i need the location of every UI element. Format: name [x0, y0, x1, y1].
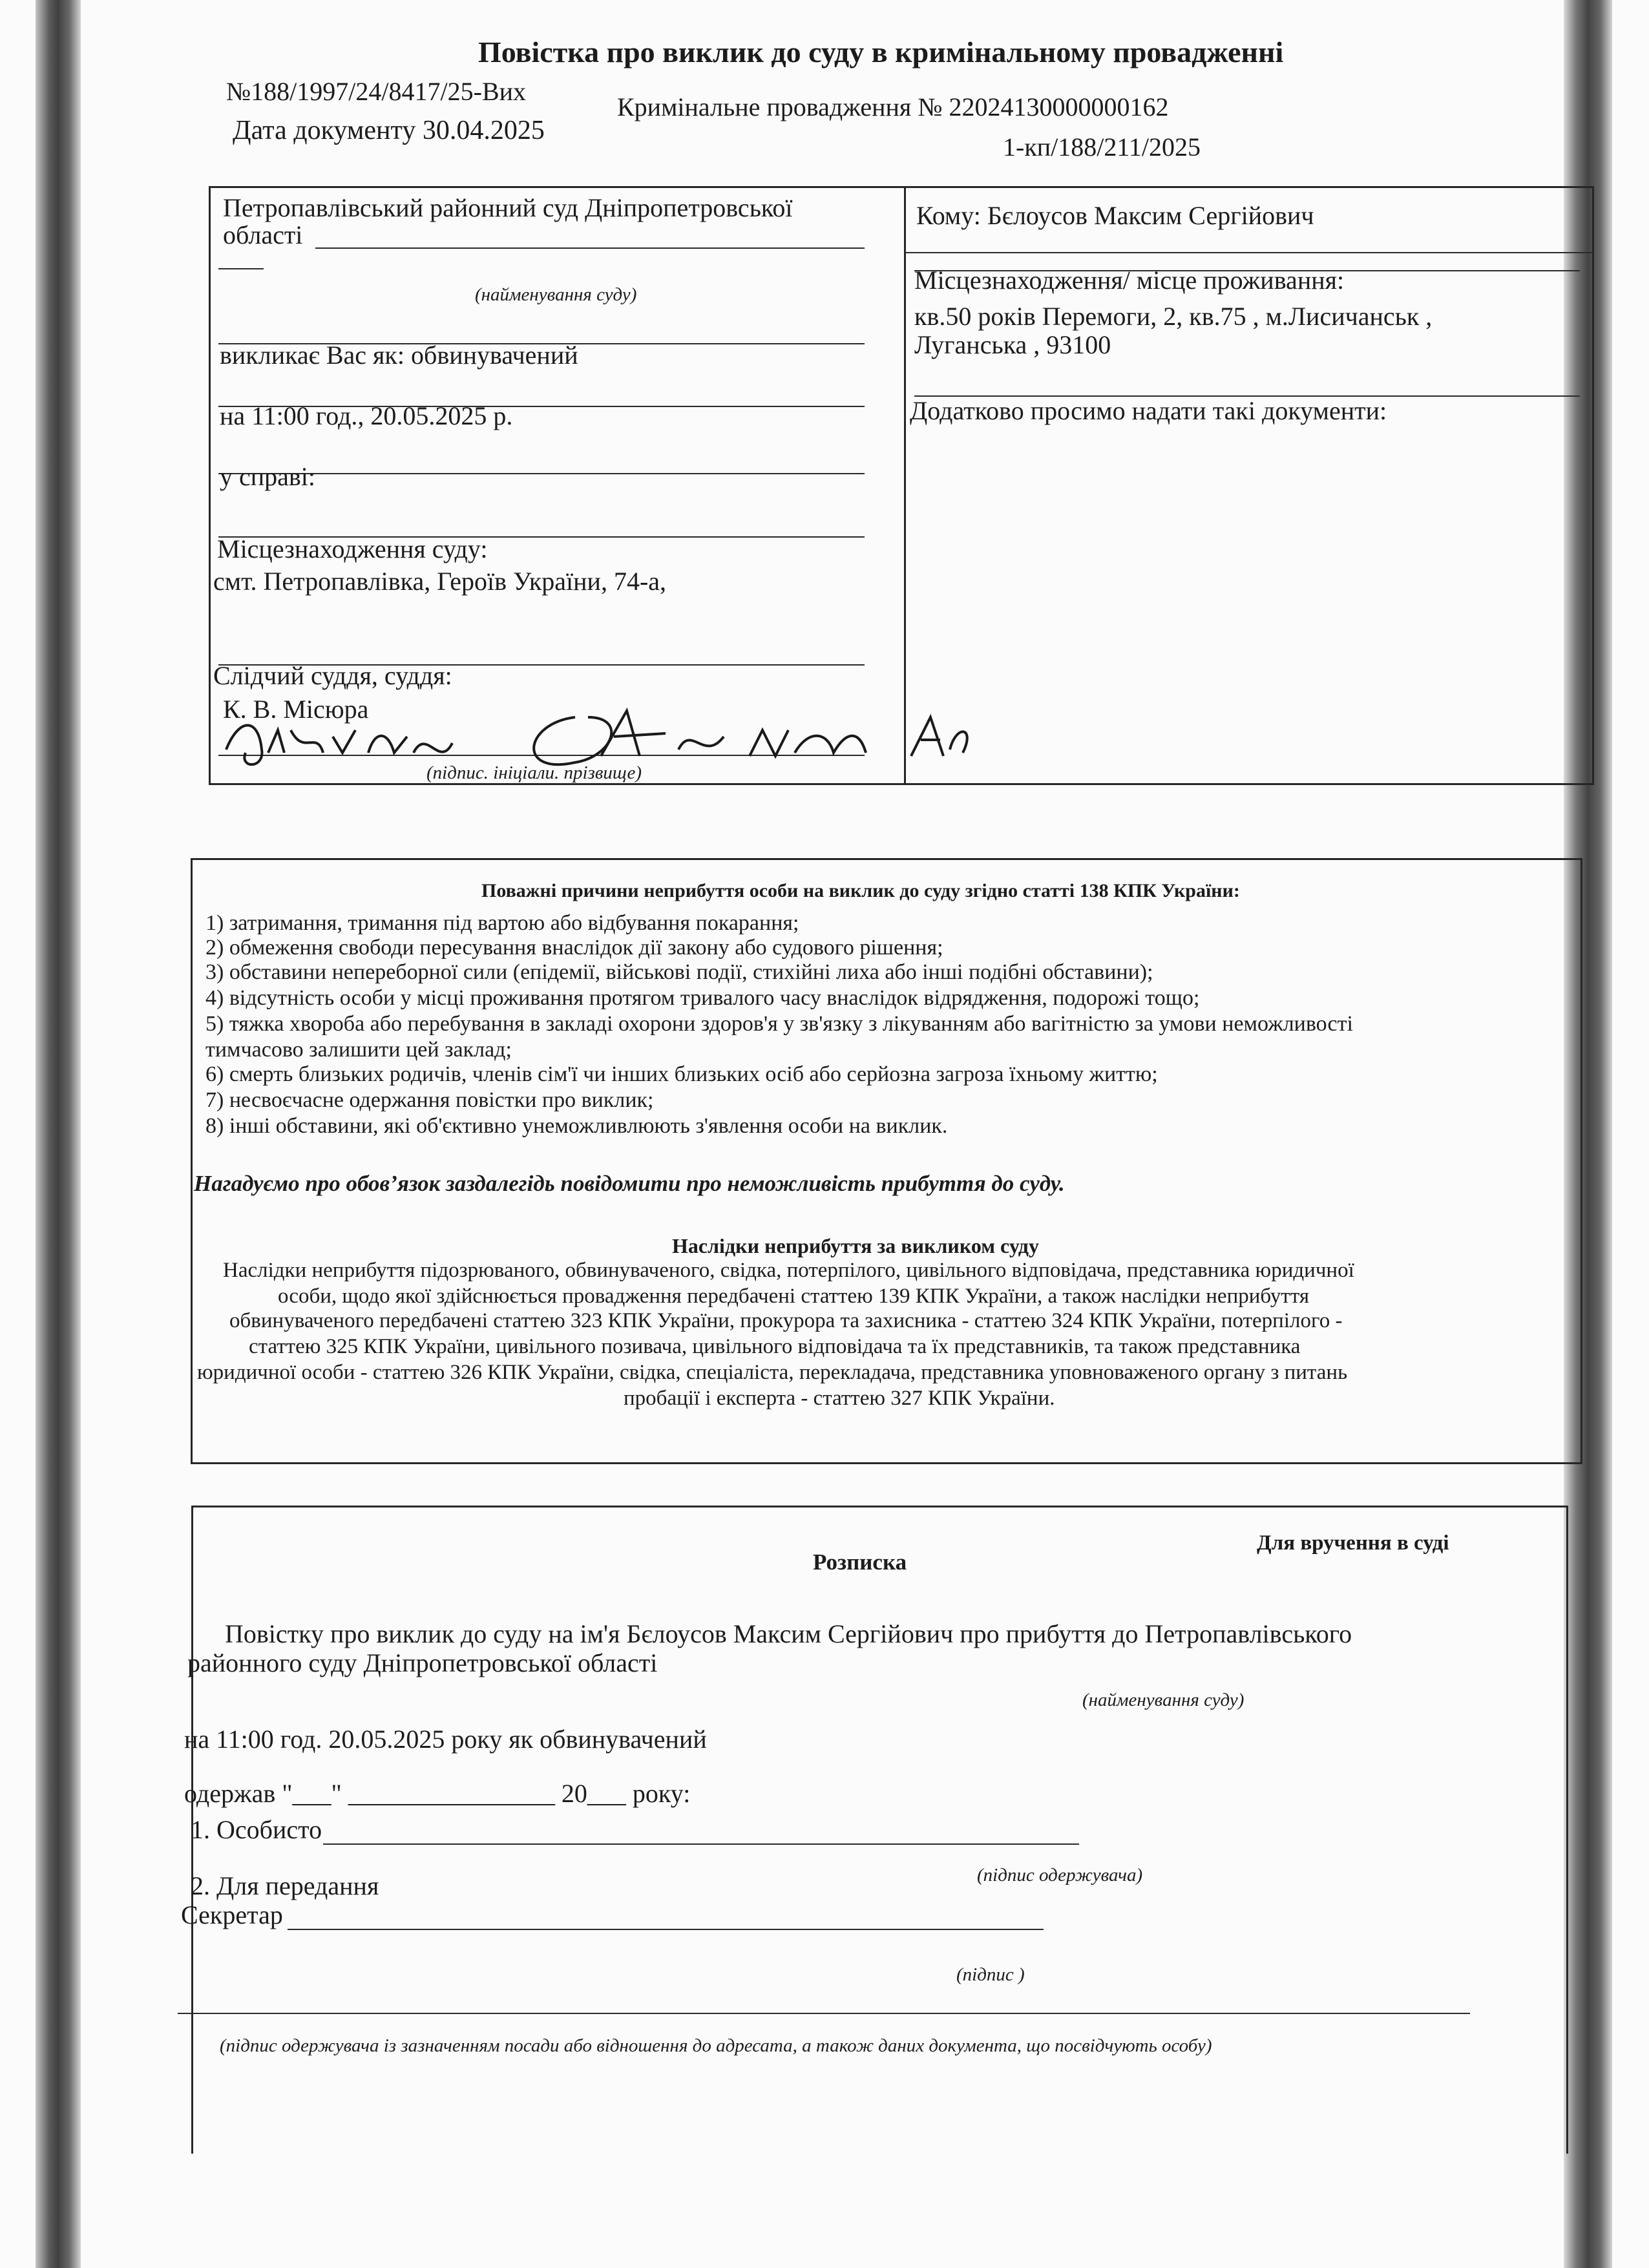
reason-item: 4) відсутність особи у місці проживання протягом тривалого часу внаслідок відрядження, подорожі тощо; — [205, 986, 1200, 1010]
reason-item: 6) смерть близьких родичів, членів сім'ї чи інших близьких осіб або серйозна загроза їхньому життю; — [205, 1062, 1158, 1086]
court-name-line2: області — [223, 220, 303, 249]
called-as: викликає Вас як: обвинувачений — [220, 341, 578, 370]
recipient-name: Кому: Бєлоусов Максим Сергійович — [916, 201, 1314, 230]
reason-item: 7) несвоєчасне одержання повістки про виклик; — [205, 1088, 654, 1112]
document-date: Дата документу 30.04.2025 — [233, 116, 545, 145]
hearing-time: на 11:00 год., 20.05.2025 р. — [220, 401, 513, 430]
consequences-line: юридичної особи - статтею 326 КПК України, свідка, спеціаліста, перекладача, представника уповноваженого органу з питань — [197, 1361, 1348, 1384]
receipt-line1: Повістку про виклик до суду на ім'я Бєлоусов Максим Сергійович про прибуття до Петропавлівського — [225, 1619, 1352, 1648]
judge-label: Слідчий суддя, суддя: — [213, 661, 452, 690]
court-location: смт. Петропавлівка, Героїв України, 74-а, — [213, 567, 667, 596]
receipt-line2: районного суду Дніпропетровської області — [187, 1648, 658, 1677]
reasons-heading: Поважні причини неприбуття особи на виклик до суду згідно статті 138 КПК України: — [481, 880, 1240, 901]
case-label: у справі: — [220, 462, 316, 491]
reason-item: 3) обставини непереборної сили (епідемії, військові події, стихійні лиха або інші подібні обставини); — [205, 960, 1153, 984]
consequences-line: статтею 325 КПК України, цивільного позивача, цивільного відповідача та їх представників, та також представника — [249, 1335, 1301, 1358]
reason-item: 2) обмеження свободи пересування внаслідок дії закону або судового рішення; — [205, 936, 943, 960]
document-number: №188/1997/24/8417/25-Вих — [226, 77, 527, 106]
reason-item: 8) інші обставини, які об'єктивно унеможливлюють з'явлення особи на виклик. — [205, 1114, 948, 1138]
signature-caption: (підпис. ініціали. прізвище) — [426, 762, 642, 783]
reason-item: 1) затримання, тримання під вартою або відбування покарання; — [205, 911, 799, 935]
handwritten-signature — [213, 691, 989, 782]
received-line: одержав "___" ________________ 20___ року: — [184, 1779, 691, 1808]
consequences-line: пробації і експерта - статтею 327 КПК України. — [624, 1387, 1055, 1410]
secretary-label: Секретар — [181, 1900, 283, 1929]
scan-shadow-left — [36, 0, 81, 2268]
reminder: Нагадуємо про обов’язок заздалегідь повідомити про неможливість прибуття до суду. — [194, 1171, 1065, 1196]
transfer-label: 2. Для передання — [191, 1871, 379, 1900]
court-name-line1: Петропавлівський районний суд Дніпропетровської — [223, 193, 793, 222]
secretary-signature-text: Секретар ОГ — [239, 730, 246, 731]
judge-name: К. В. Місюра — [223, 695, 369, 724]
footer-caption: (підпис одержувача із зазначенням посади або відношення до адресата, а також даних документа, що посвідчують особу) — [220, 2035, 1212, 2056]
for-court-label: Для вручення в суді — [1257, 1531, 1449, 1555]
receipt-hearing-time: на 11:00 год. 20.05.2025 року як обвинувачений — [184, 1725, 707, 1754]
address-line2: Луганська , 93100 — [914, 330, 1111, 359]
receipt-title: Розписка — [813, 1549, 907, 1575]
consequences-heading: Наслідки неприбуття за викликом суду — [672, 1234, 1039, 1257]
personally-label: 1. Особисто — [191, 1815, 322, 1844]
reason-item: тимчасово залишити цей заклад; — [205, 1038, 512, 1062]
page-title: Повістка про виклик до суду в кримінальному провадженні — [478, 36, 1284, 68]
consequences-line: Наслідки неприбуття підозрюваного, обвинуваченого, свідка, потерпілого, цивільного відповідача, представника юридичної — [223, 1259, 1354, 1282]
proceeding-number: Кримінальне провадження № 22024130000000162 — [617, 92, 1169, 121]
court-location-label: Місцезнаходження суду: — [217, 534, 488, 563]
receipt-court-caption: (найменування суду) — [1082, 1690, 1245, 1710]
consequences-line: особи, щодо якої здійснюється провадження передбачені статтею 139 КПК України, а також наслідки неприбуття — [278, 1285, 1310, 1308]
case-number: 1-кп/188/211/2025 — [1003, 132, 1201, 162]
consequences-line: обвинуваченого передбачені статтею 323 КПК України, прокурора та захисника - статтею 324 КПК України, потерпілого - — [229, 1309, 1343, 1332]
extra-documents-label: Додатково просимо надати такі документи: — [910, 396, 1387, 425]
judge-signature-text: Мисюра АЕ — [601, 730, 608, 731]
court-name-caption: (найменування суду) — [475, 284, 637, 305]
residence-label: Місцезнаходження/ місце проживання: — [914, 266, 1345, 295]
secretary-signature-caption: (підпис ) — [956, 1964, 1025, 1985]
reason-item: 5) тяжка хвороба або перебування в закладі охорони здоров'я у зв'язку з лікуванням або вагітністю за умови неможливості — [205, 1012, 1353, 1036]
address-line1: кв.50 років Перемоги, 2, кв.75 , м.Лисичанськ , — [914, 302, 1433, 331]
recipient-signature-caption: (підпис одержувача) — [977, 1865, 1143, 1885]
